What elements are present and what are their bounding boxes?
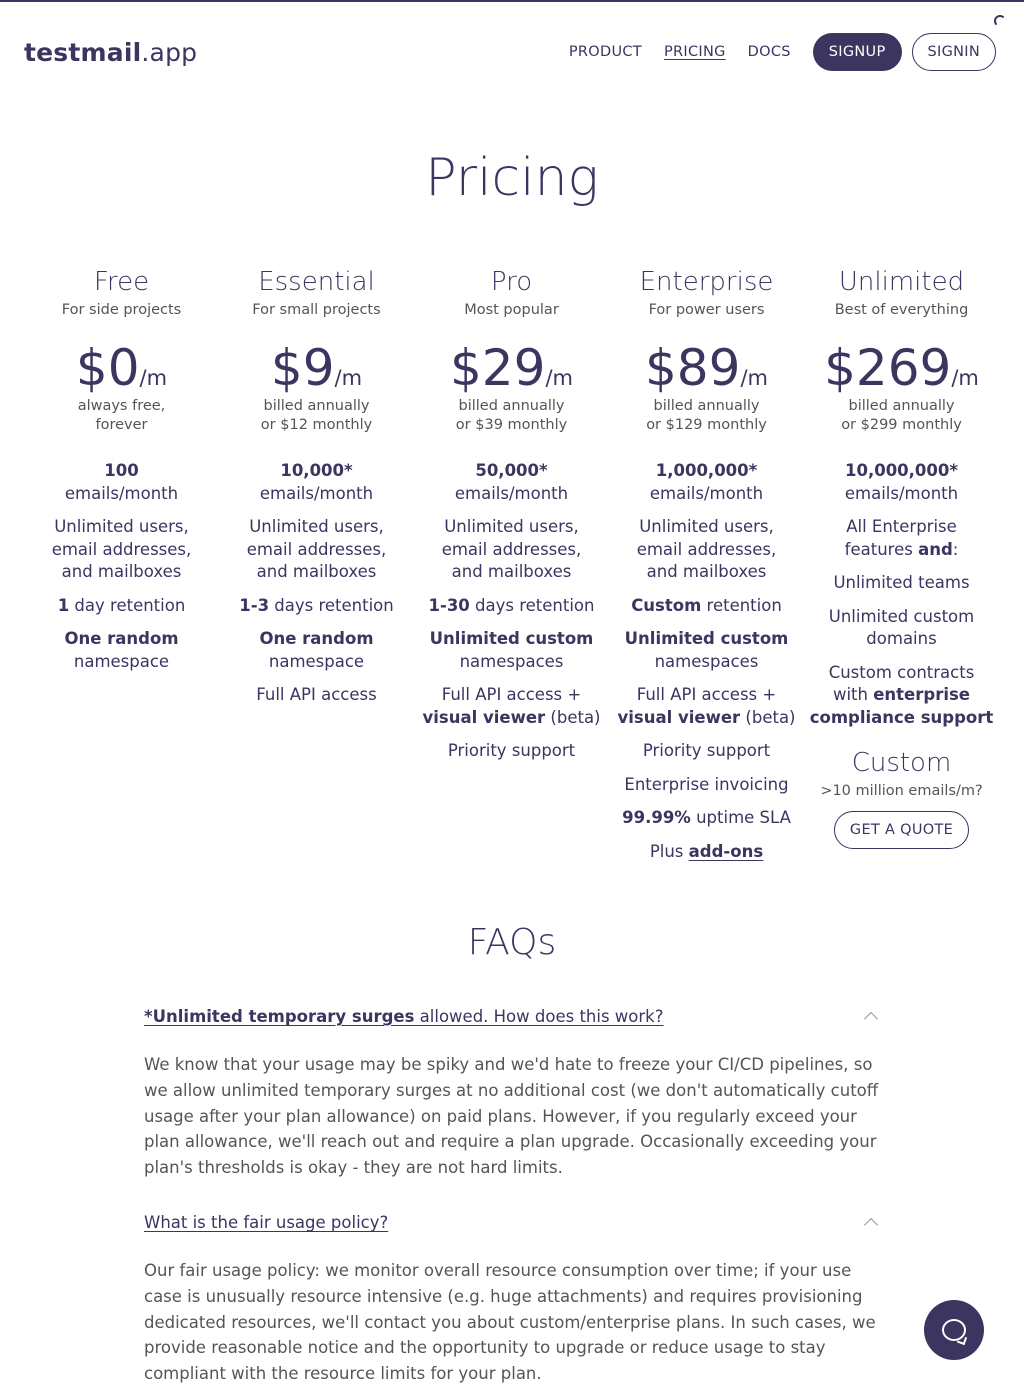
spinner-icon	[994, 15, 1006, 27]
feature-emails	[804, 460, 999, 505]
contracts-line-1: Custom contracts	[828, 662, 975, 682]
feature-domains	[804, 606, 999, 651]
feature-users	[24, 516, 219, 584]
faq-question[interactable]	[144, 1213, 884, 1232]
feature-invoicing: Enterprise invoicing	[624, 774, 789, 794]
namespace-value: One random	[259, 629, 374, 648]
faq-question-text[interactable]	[144, 1007, 664, 1026]
feature-teams: Unlimited teams	[833, 573, 970, 592]
nav-pricing[interactable]: PRICING	[663, 44, 726, 60]
viewer-note: (beta)	[545, 707, 601, 727]
feature-namespace	[219, 628, 414, 673]
chevron-up-icon[interactable]	[864, 1218, 878, 1232]
feature-addons	[609, 841, 804, 864]
all-line-2: features	[844, 539, 919, 559]
sla-value: 99.99%	[622, 808, 691, 827]
feature-api: Full API access	[256, 685, 377, 704]
billing-line-2: or $129 monthly	[646, 417, 767, 433]
users-line-3: and mailboxes	[451, 562, 572, 581]
faq-question-text[interactable]: What is the fair usage policy?	[144, 1213, 389, 1232]
users-line-1: Unlimited users,	[249, 517, 384, 536]
emails-count: 1,000,000*	[655, 461, 758, 480]
plan-price	[219, 338, 414, 398]
plan-pro	[414, 266, 609, 863]
chevron-up-icon[interactable]	[864, 1012, 878, 1026]
emails-count: 100	[104, 461, 139, 480]
users-line-1: Unlimited users,	[444, 517, 579, 536]
feature-api	[414, 684, 609, 729]
price-amount: $89	[645, 339, 741, 397]
plan-name: Enterprise	[639, 267, 774, 297]
namespace-label: namespace	[73, 651, 170, 671]
feature-contracts	[804, 662, 999, 730]
viewer-note: (beta)	[740, 707, 796, 727]
signin-button[interactable]: SIGNIN	[912, 33, 997, 71]
pricing-plans	[24, 266, 999, 863]
price-unit: /m	[545, 366, 573, 390]
faq-question[interactable]	[144, 1007, 884, 1026]
namespace-value: One random	[64, 629, 179, 648]
feature-all-enterprise	[804, 516, 999, 561]
users-line-2: email addresses,	[636, 539, 777, 559]
feature-emails	[414, 460, 609, 505]
faq-item-surges	[144, 1007, 884, 1181]
plan-subtitle: For power users	[648, 302, 765, 318]
emails-count: 50,000*	[475, 461, 548, 480]
faq-answer: We know that your usage may be spiky and we'd hate to freeze your CI/CD pipelines, so we allow unlimited temporary surges at no additional cost (we don't automatically cutoff usage after your plan allowance) on paid plans. However, if you regularly exceed your plan allowance, we'll reach out and require a plan upgrade. Occasionally exceeding your plan's thresholds is okay - they are not hard limits.	[144, 1055, 879, 1178]
retention-value: 1-3	[239, 595, 270, 615]
faq-question-rest: allowed. How does this work?	[414, 1007, 664, 1026]
feature-emails	[609, 460, 804, 505]
plan-price	[804, 338, 999, 398]
api-label: Full API access +	[636, 685, 777, 704]
billing-line-2: or $12 monthly	[260, 417, 373, 433]
plan-price	[609, 338, 804, 398]
feature-sla	[609, 807, 804, 830]
retention-value: 1-30	[428, 595, 470, 615]
feature-users	[609, 516, 804, 584]
billing-line-1: billed annually	[263, 398, 370, 414]
feature-users	[219, 516, 414, 584]
namespace-value: Unlimited custom	[624, 629, 789, 648]
plan-essential	[219, 266, 414, 863]
faq-title: FAQs	[467, 922, 557, 963]
users-line-3: and mailboxes	[646, 562, 767, 581]
retention-value: Custom	[631, 595, 702, 615]
custom-title: Custom	[851, 748, 952, 778]
plan-subtitle: Best of everything	[834, 302, 969, 318]
page-title: Pricing	[425, 148, 599, 208]
faq-question-bold: *Unlimited temporary surges	[144, 1007, 415, 1026]
signup-button[interactable]: SIGNUP	[813, 33, 902, 71]
plan-subtitle: For side projects	[61, 302, 182, 318]
plan-name: Free	[93, 267, 150, 297]
nav-docs[interactable]: DOCS	[747, 44, 791, 60]
retention-label: day retention	[69, 595, 186, 615]
feature-namespace	[609, 628, 804, 673]
namespace-label: namespaces	[654, 651, 759, 671]
plan-name: Pro	[490, 267, 533, 297]
feature-emails	[24, 460, 219, 505]
addons-prefix: Plus	[649, 841, 689, 861]
contracts-enterprise: enterprise	[873, 685, 971, 704]
price-amount: $9	[270, 339, 335, 397]
users-line-2: email addresses,	[51, 539, 192, 559]
viewer-label: visual viewer	[422, 707, 546, 727]
namespace-label: namespace	[268, 651, 365, 671]
users-line-3: and mailboxes	[256, 562, 377, 581]
retention-value: 1	[57, 595, 70, 615]
feature-retention	[219, 595, 414, 618]
price-amount: $29	[450, 339, 546, 397]
plan-enterprise	[609, 266, 804, 863]
emails-unit: emails/month	[649, 483, 764, 503]
users-line-1: Unlimited users,	[54, 517, 189, 536]
price-amount: $0	[75, 339, 140, 397]
sla-label: uptime SLA	[690, 808, 791, 827]
price-unit: /m	[740, 366, 768, 390]
price-unit: /m	[951, 366, 979, 390]
emails-unit: emails/month	[259, 483, 374, 503]
all-and: and	[918, 539, 953, 559]
emails-unit: emails/month	[844, 483, 959, 503]
retention-label: days retention	[269, 595, 394, 615]
custom-subtitle: >10 million emails/m?	[820, 783, 983, 799]
feature-users	[414, 516, 609, 584]
feature-retention	[24, 595, 219, 618]
plan-name: Unlimited	[838, 267, 965, 297]
viewer-label: visual viewer	[617, 707, 741, 727]
billing-line-1: billed annually	[653, 398, 760, 414]
get-quote-button[interactable]: GET A QUOTE	[834, 811, 969, 849]
retention-label: retention	[701, 595, 782, 615]
users-line-1: Unlimited users,	[639, 517, 774, 536]
feature-namespace	[414, 628, 609, 673]
plan-unlimited	[804, 266, 999, 863]
price-unit: /m	[334, 366, 363, 390]
plan-price	[24, 338, 219, 398]
nav-product[interactable]: PRODUCT	[568, 44, 642, 60]
all-colon: :	[952, 539, 959, 559]
feature-support: Priority support	[642, 741, 771, 760]
billing-line-1: billed annually	[458, 398, 565, 414]
chat-bubble-icon	[942, 1319, 966, 1341]
api-label: Full API access +	[441, 685, 582, 704]
billing-line-2: or $39 monthly	[455, 417, 568, 433]
users-line-2: email addresses,	[246, 539, 387, 559]
faq-answer: Our fair usage policy: we monitor overall resource consumption over time; if your use case is unusually resource intensive (e.g. huge attachments) and requires provisioning dedicated resources, we'll contact you about custom/enterprise plans. In such cases, we provide reasonable notice and the opportunity to upgrade or reduce usage to stay compliant with the resource limits for your plan.	[144, 1261, 876, 1384]
emails-unit: emails/month	[64, 483, 179, 503]
feature-namespace	[24, 628, 219, 673]
billing-line-2: forever	[95, 417, 148, 433]
feature-support: Priority support	[447, 741, 576, 760]
namespace-label: namespaces	[459, 651, 564, 671]
domains-line-1: Unlimited custom	[828, 606, 975, 626]
contracts-compliance: compliance support	[809, 707, 994, 727]
logo-suffix: .app	[141, 37, 198, 67]
namespace-value: Unlimited custom	[429, 629, 594, 648]
logo[interactable]	[24, 38, 197, 67]
top-progress-bar	[0, 0, 1024, 2]
feature-retention	[414, 595, 609, 618]
users-line-3: and mailboxes	[61, 562, 182, 581]
faq-item-fair-usage	[144, 1213, 884, 1387]
feature-emails	[219, 460, 414, 505]
billing-line-1: billed annually	[848, 398, 955, 414]
feature-api	[609, 684, 804, 729]
logo-bold: testmail	[24, 37, 142, 67]
emails-count: 10,000,000*	[844, 461, 958, 480]
billing-line-2: or $299 monthly	[841, 417, 962, 433]
plan-free	[24, 266, 219, 863]
users-line-2: email addresses,	[441, 539, 582, 559]
site-header	[24, 33, 996, 71]
retention-label: days retention	[469, 595, 595, 615]
feature-retention	[609, 595, 804, 618]
price-amount: $269	[824, 339, 952, 397]
plan-subtitle: Most popular	[464, 302, 559, 318]
domains-line-2: domains	[866, 629, 937, 648]
all-line-1: All Enterprise	[846, 517, 957, 536]
billing-line-1: always free,	[77, 398, 166, 414]
help-chat-button[interactable]	[924, 1300, 984, 1360]
emails-unit: emails/month	[454, 483, 569, 503]
price-unit: /m	[139, 366, 168, 390]
addons-link[interactable]: add-ons	[688, 841, 764, 861]
main-nav	[547, 33, 996, 71]
plan-name: Essential	[258, 267, 375, 297]
plan-subtitle: For small projects	[252, 302, 381, 318]
emails-count: 10,000*	[280, 461, 353, 480]
plan-price	[414, 338, 609, 398]
contracts-with: with	[832, 685, 874, 704]
